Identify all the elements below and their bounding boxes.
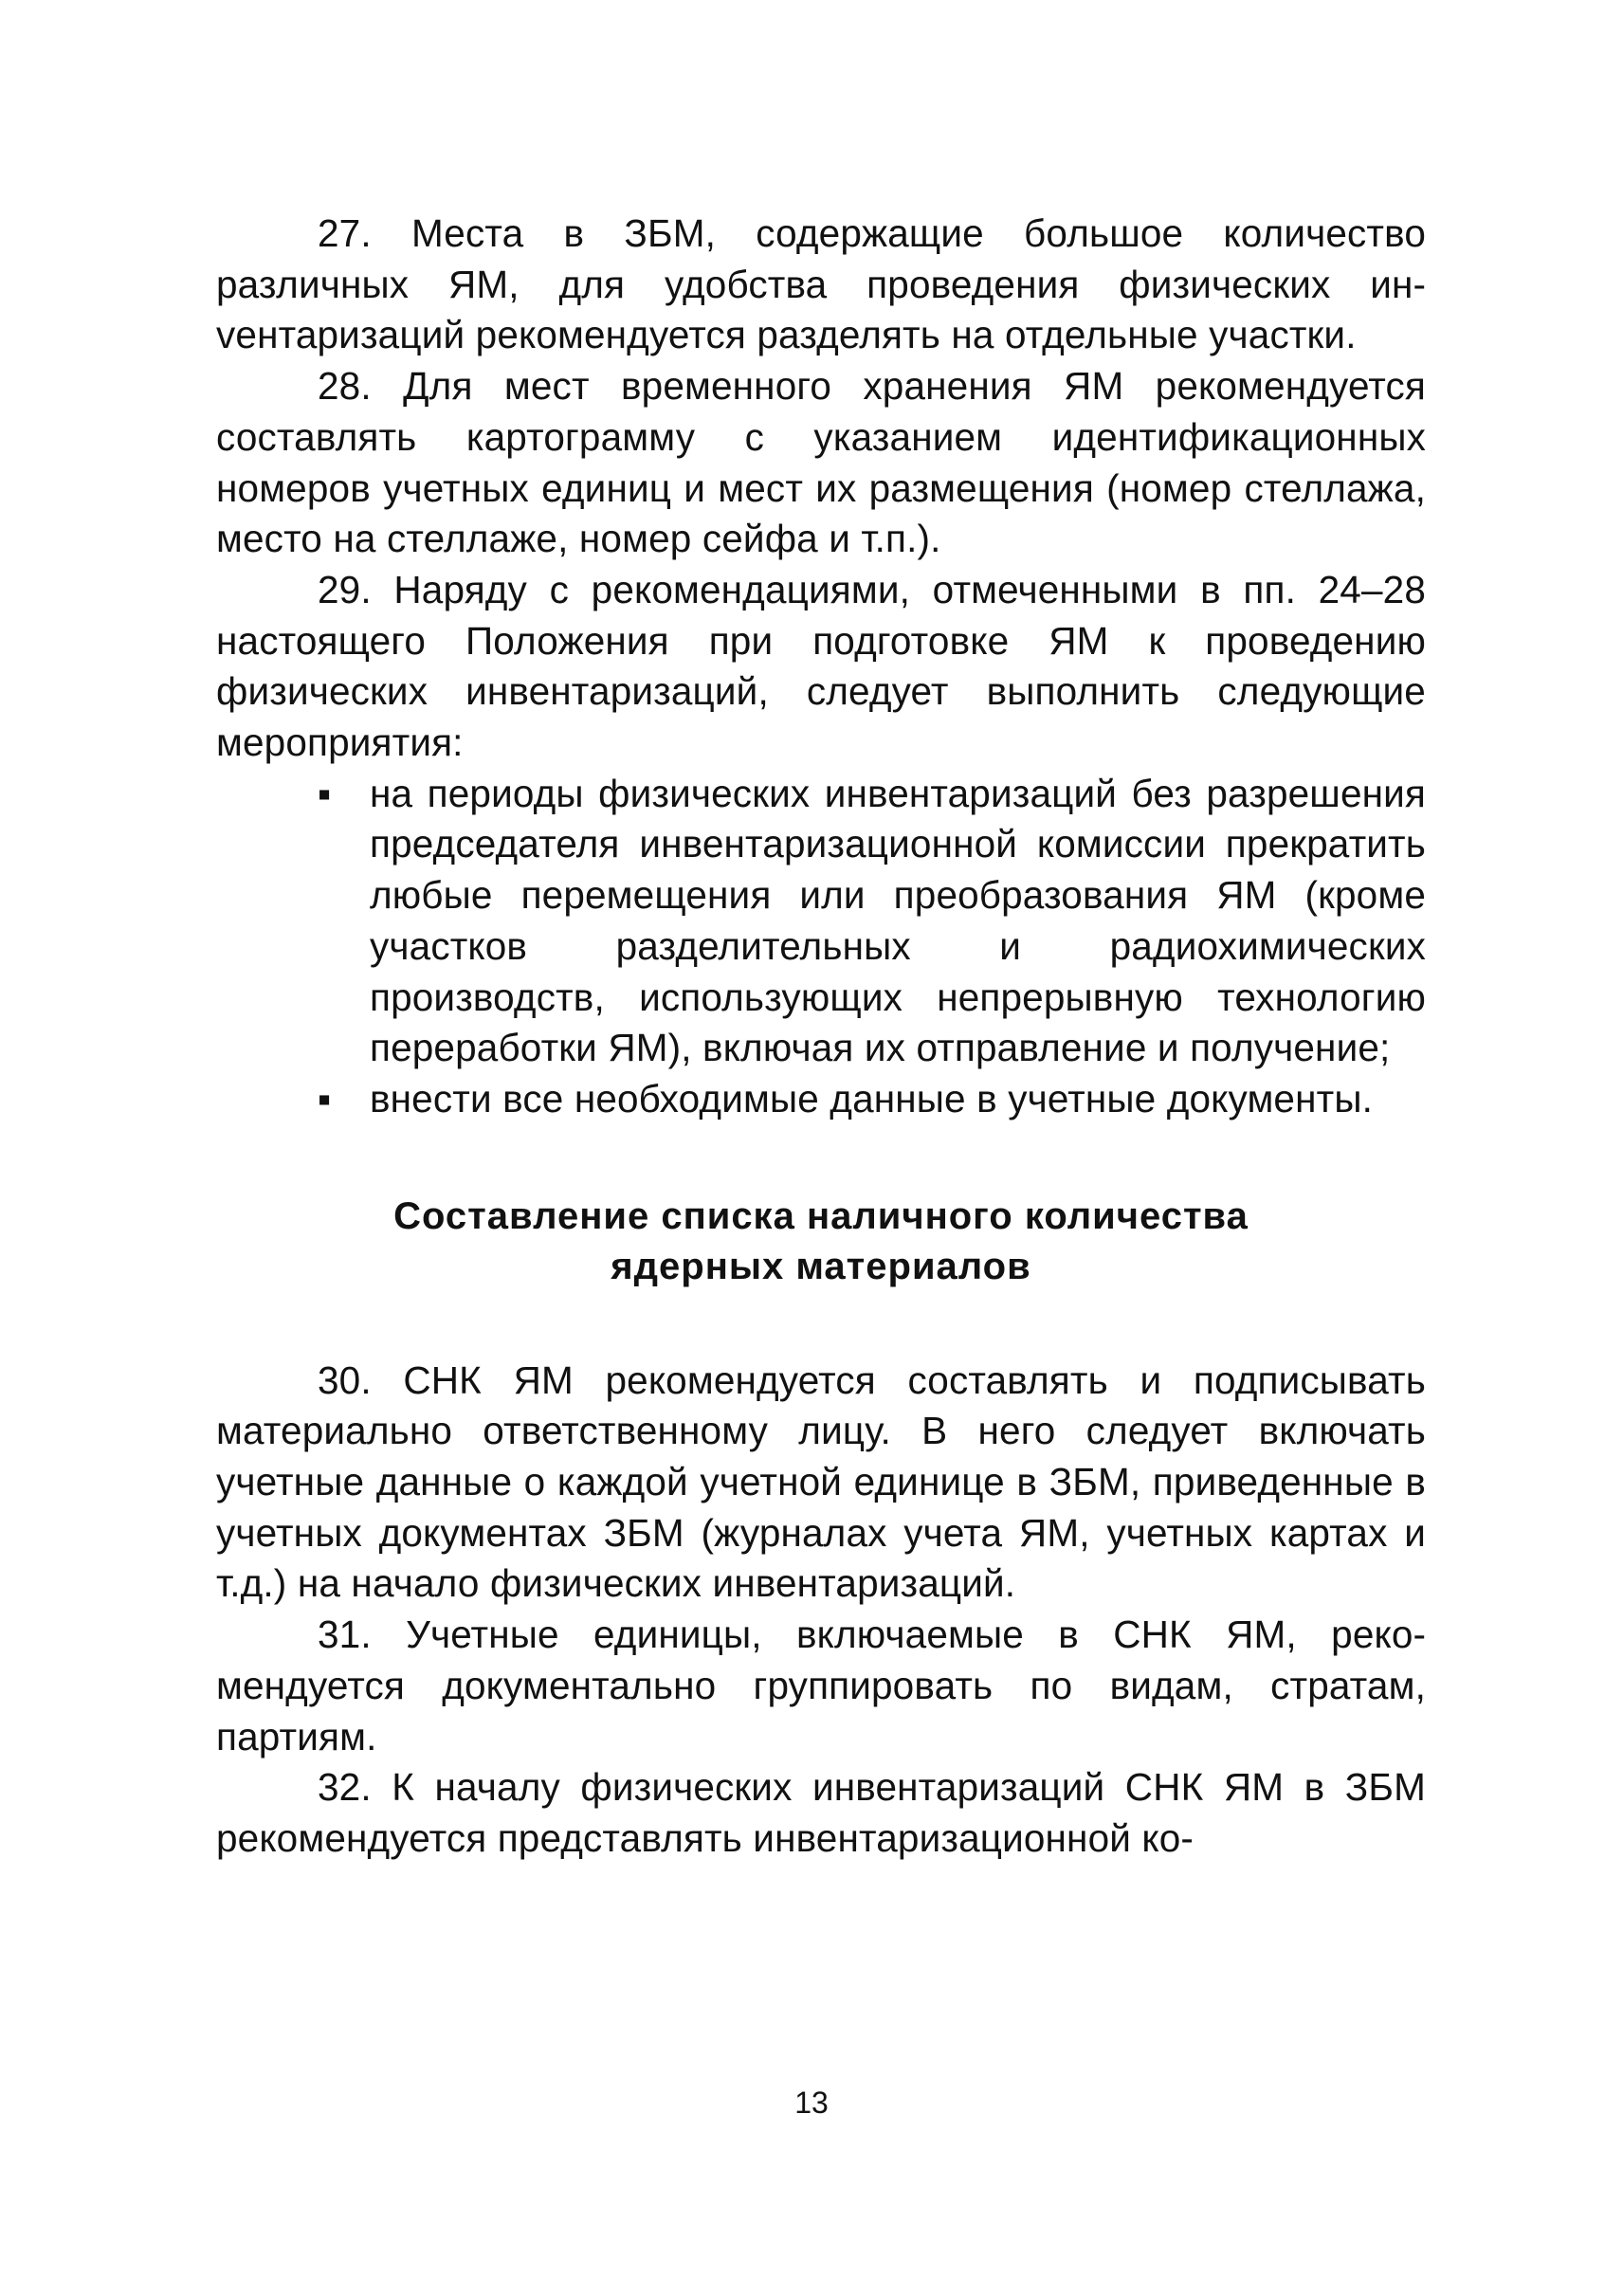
bullet-icon: ▪ (318, 1076, 332, 1121)
paragraph-32: 32. К началу физических инвентаризаций СНК ЯМ в ЗБМ рекомендуется представлять инвентаризационной ко- (216, 1765, 1426, 1860)
paragraph-30: 30. СНК ЯМ рекомендуется составлять и подписывать материально ответственному лицу. В него следует включать учетные данные о каждой учетной единице в ЗБМ, приведенные в учетных документах ЗБМ (журналах учета ЯМ, учетных картах и т.д.) на начало физических инвентаризаций. (216, 1358, 1426, 1606)
measures-list (216, 769, 1426, 1125)
list-item (216, 769, 1426, 1074)
list-item-text: на периоды физических инвентаризаций без разрешения председателя инвентаризационной комиссии прекратить любые перемещения или преобразования ЯМ (кроме участков разделительных и радиохимических производств, использующих непрерывную технологию переработки ЯМ), включая их отправление и получение; (370, 771, 1426, 1070)
bullet-icon: ▪ (318, 771, 332, 815)
paragraph-27: 27. Места в ЗБМ, содержащие большое количество различных ЯМ, для удобства проведения физических инvентаризаций рекомендуется разделять на отдельные участки. (216, 211, 1426, 357)
section-heading-line-2: ядерных материалов (611, 1245, 1031, 1287)
page-number: 13 (794, 2086, 829, 2120)
paragraph-29: 29. Наряду с рекомендациями, отмеченными в пп. 24–28 настоящего Положения при подготовке ЯМ к проведению физических инвентаризаций, следует выполнить следующие мероприятия: (216, 567, 1426, 765)
list-item-text: внести все необходимые данные в учетные документы. (370, 1076, 1373, 1121)
page-content (216, 209, 1426, 1865)
paragraph-28: 28. Для мест временного хранения ЯМ рекомендуется составлять картограмму с указанием идентификационных номеров учетных единиц и мест их размещения (номер стеллажа, место на стеллаже, номер сейфа и т.п.). (216, 364, 1426, 561)
list-item (216, 1074, 1426, 1125)
section-heading (216, 1192, 1426, 1292)
paragraph-31: 31. Учетные единицы, включаемые в СНК ЯМ, рекомендуется документально группировать по видам, стратам, партиям. (216, 1613, 1426, 1758)
section-heading-line-1: Составление списка наличного количества (393, 1194, 1249, 1237)
